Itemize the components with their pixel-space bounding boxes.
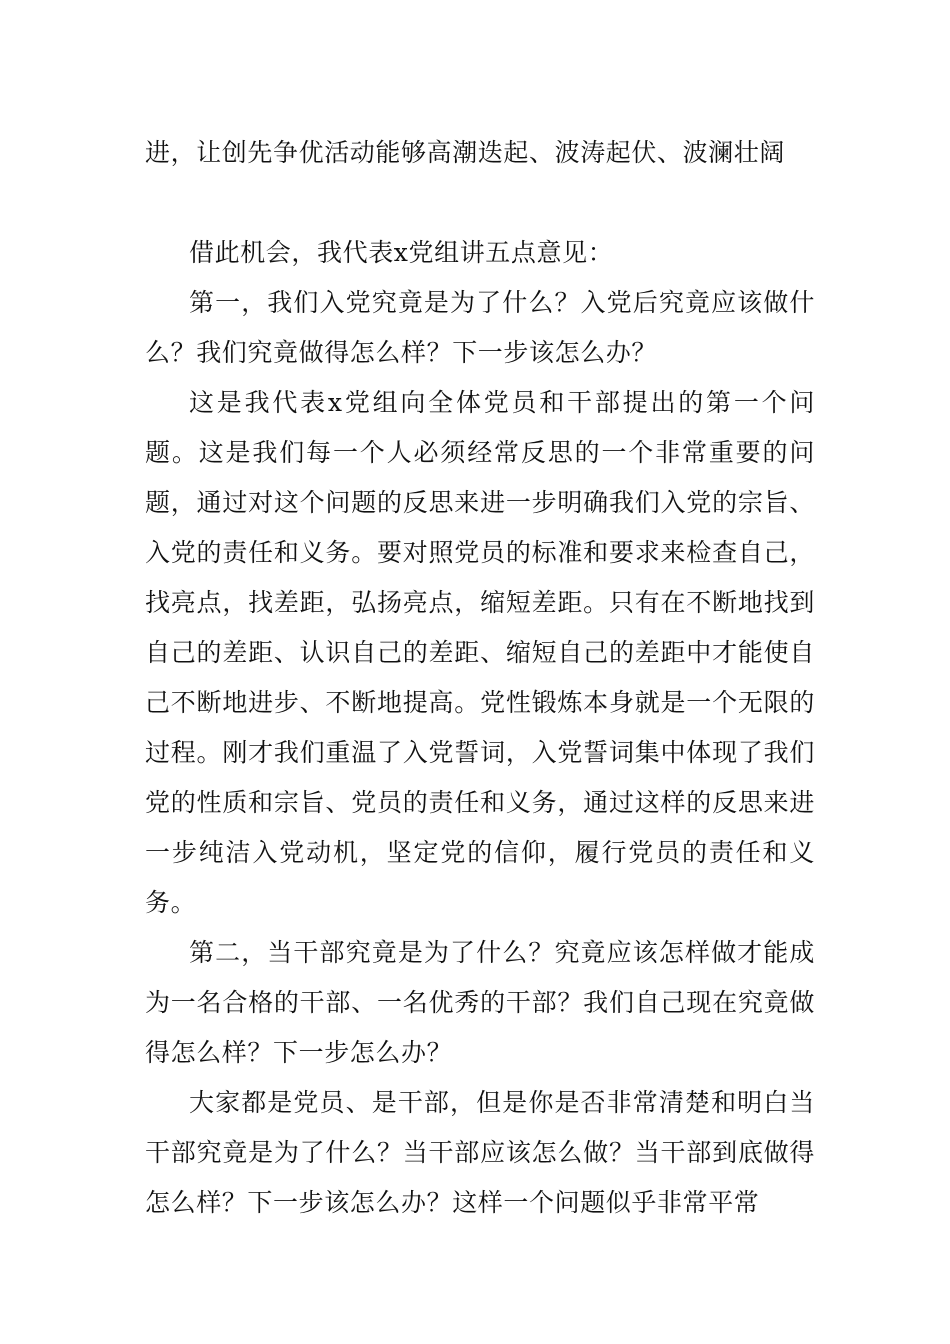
paragraph-point-one-body: 这是我代表x党组向全体党员和干部提出的第一个问题。这是我们每一个人必须经常反思的一个非常重要的问题，通过对这个问题的反思来进一步明确我们入党的宗旨、入党的责任和义务。要对照党员的标准和要求来检查自己，找亮点，找差距，弘扬亮点，缩短差距。只有在不断地找到自己的差距、认识自己的差距、缩短自己的差距中才能使自己不断地进步、不断地提高。党性锻炼本身就是一个无限的过程。刚才我们重温了入党誓词，入党誓词集中体现了我们党的性质和宗旨、党员的责任和义务，通过这样的反思来进一步纯洁入党动机，坚定党的信仰，履行党员的责任和义务。 (145, 388, 815, 917)
paragraph-point-two-body: 大家都是党员、是干部，但是你是否非常清楚和明白当干部究竟是为了什么？当干部应该怎么做？当干部到底做得怎么样？下一步该怎么办？这样一个问题似乎非常平常 (145, 1088, 815, 1217)
paragraph-intro: 借此机会，我代表x党组讲五点意见： (189, 238, 614, 267)
paragraph-point-one: 第一，我们入党究竟是为了什么？入党后究竟应该做什么？我们究竟做得怎么样？下一步该怎么办？ (145, 288, 815, 367)
paragraph-continuation: 进，让创先争优活动能够高潮迭起、波涛起伏、波澜壮阔 (145, 138, 786, 167)
paragraph-point-two: 第二，当干部究竟是为了什么？究竟应该怎样做才能成为一名合格的干部、一名优秀的干部？我们自己现在究竟做得怎么样？下一步怎么办？ (145, 938, 815, 1067)
